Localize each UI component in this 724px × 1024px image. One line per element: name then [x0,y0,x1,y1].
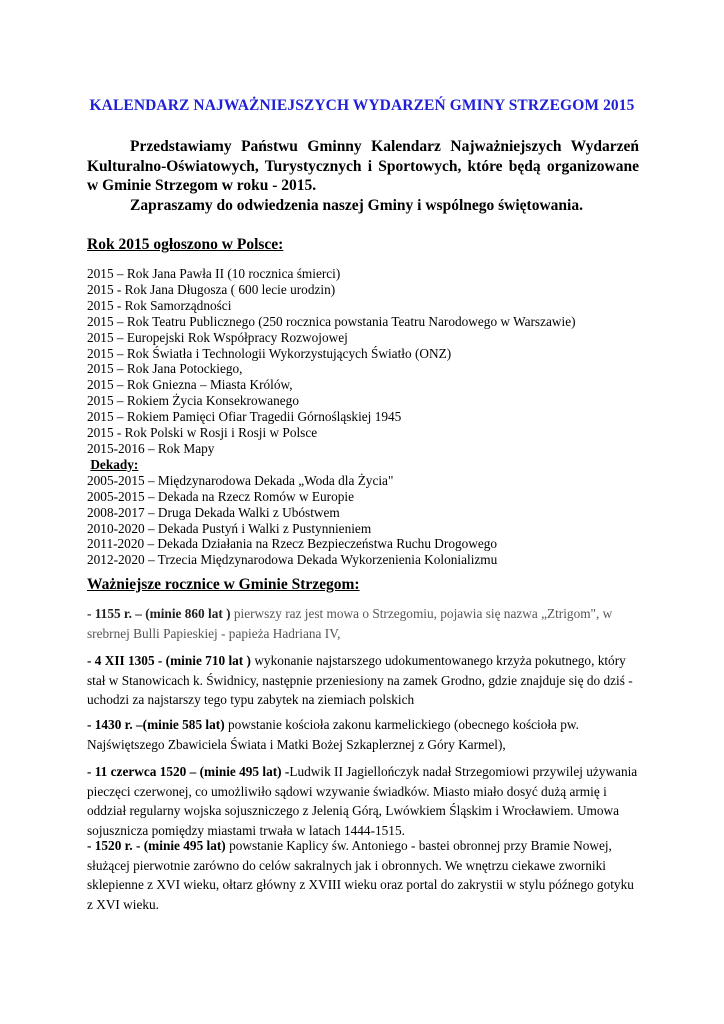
entry-text: powstanie kościoła zakonu karmelickiego (obecnego kościoła pw. Najświętszego Zbawiciela Świata i Matki Bożej Szkaplerznej z Góry Karmel), [87,717,579,752]
entry-date: - 4 XII 1305 - (minie 710 lat ) [87,653,255,668]
entry-text: wykonanie najstarszego udokumentowanego krzyża pokutnego, który stał w Stanowicach k. Świdnicy, następnie przeniesiony na zamek Grodno, gdzie znajduje się do dziś - uchodzi za najstarszy tego typu zabytek na ziemiach polskich [87,653,633,707]
entry-text: pierwszy raz jest mowa o Strzegomiu, pojawia się nazwa „Ztrigom", w srebrnej Bulli Papieskiej - papieża Hadriana IV, [87,606,613,641]
list-item: 2015 – Rok Jana Potockiego, [87,361,243,377]
entry-date: - 1430 r. –(minie 585 lat) [87,717,228,732]
list-item: 2011-2020 – Dekada Działania na Rzecz Bezpieczeństwa Ruchu Drogowego [87,536,498,552]
entry-date: - 1155 r. – (minie 860 lat ) [87,606,234,621]
years-list [87,266,647,568]
list-item: 2015 – Rok Teatru Publicznego (250 rocznica powstania Teatru Narodowego w Warszawie) [87,313,576,329]
anniversary-entry [87,715,643,754]
list-item: 2015 – Rok Gniezna – Miasta Królów, [87,377,293,393]
anniversary-entry [87,604,643,643]
entry-text: powstanie Kaplicy św. Antoniego - bastei obronnej przy Bramie Nowej, służącej pierwotnie zarówno do celów sakralnych jak i obronnych. We wnętrzu ciekawe zworniki sklepienne z XVI wieku, ołtarz główny z XVIII wieku oraz portal do zakrystii w stylu późnego gotyku z XVI wieku. [87,838,634,912]
anniversary-entry [87,651,643,710]
list-item: 2015 – Rok Jana Pawła II (10 rocznica śmierci) [87,266,341,281]
list-item: 2005-2015 – Dekada na Rzecz Romów w Europie [87,488,354,504]
list-item: 2015-2016 – Rok Mapy [87,440,215,456]
dekady-label [87,457,647,473]
list-item: 2015 – Europejski Rok Współpracy Rozwojowej [87,329,348,345]
list-item: 2008-2017 – Druga Dekada Walki z Ubóstwem [87,504,340,520]
invitation-paragraph: Zapraszamy do odwiedzenia naszej Gminy i wspólnego świętowania. [130,196,583,214]
list-item: 2015 - Rok Polski w Rosji i Rosji w Polsce [87,425,318,441]
section-heading-anniversaries: Ważniejsze rocznice w Gminie Strzegom: [87,576,360,593]
section-heading-years: Rok 2015 ogłoszono w Polsce: [87,236,284,253]
intro-paragraph: Przedstawiamy Państwu Gminny Kalendarz Najważniejszych Wydarzeń Kulturalno-Oświatowych, Turystycznych i Sportowych, które będą organizowane w Gminie Strzegom w roku - 2015. [87,138,639,194]
list-item: 2015 – Rokiem Pamięci Ofiar Tragedii Górnośląskiej 1945 [87,409,402,425]
list-item: 2015 - Rok Samorządności [87,297,232,313]
list-item: 2015 – Rok Światła i Technologii Wykorzystujących Światło (ONZ) [87,345,452,361]
entry-date: - 11 czerwca 1520 – (minie 495 lat) - [87,764,290,779]
anniversary-entry [87,762,643,840]
list-item: 2010-2020 – Dekada Pustyń i Walki z Pustynnieniem [87,520,372,536]
list-item: 2005-2015 – Międzynarodowa Dekada „Woda dla Życia" [87,472,394,488]
anniversary-entry [87,836,643,914]
entry-date: - 1520 r. - (minie 495 lat) [87,838,230,853]
list-item: 2012-2020 – Trzecia Międzynarodowa Dekada Wykorzenienia Kolonializmu [87,552,498,568]
dekady-label-text: Dekady: [90,456,139,472]
entry-text: Ludwik II Jagiellończyk nadał Strzegomiowi przywilej używania pieczęci czerwonej, co umożliwiło sądowi wzywanie świadków. Miasto miało dosyć dużą armię i oddział regularny wojska sojuszniczego z Jelenią Górą, Lwówkiem Śląskim i Wrocławiem. Umowa sojusznicza pomiędzy miastami trwała w latach 1444-1515. [87,764,638,838]
list-item: 2015 – Rokiem Życia Konsekrowanego [87,393,299,409]
document-title: KALENDARZ NAJWAŻNIEJSZYCH WYDARZEŃ GMINY STRZEGOM 2015 [89,97,635,114]
intro-block [87,137,639,215]
list-item: 2015 - Rok Jana Długosza ( 600 lecie urodzin) [87,281,336,297]
